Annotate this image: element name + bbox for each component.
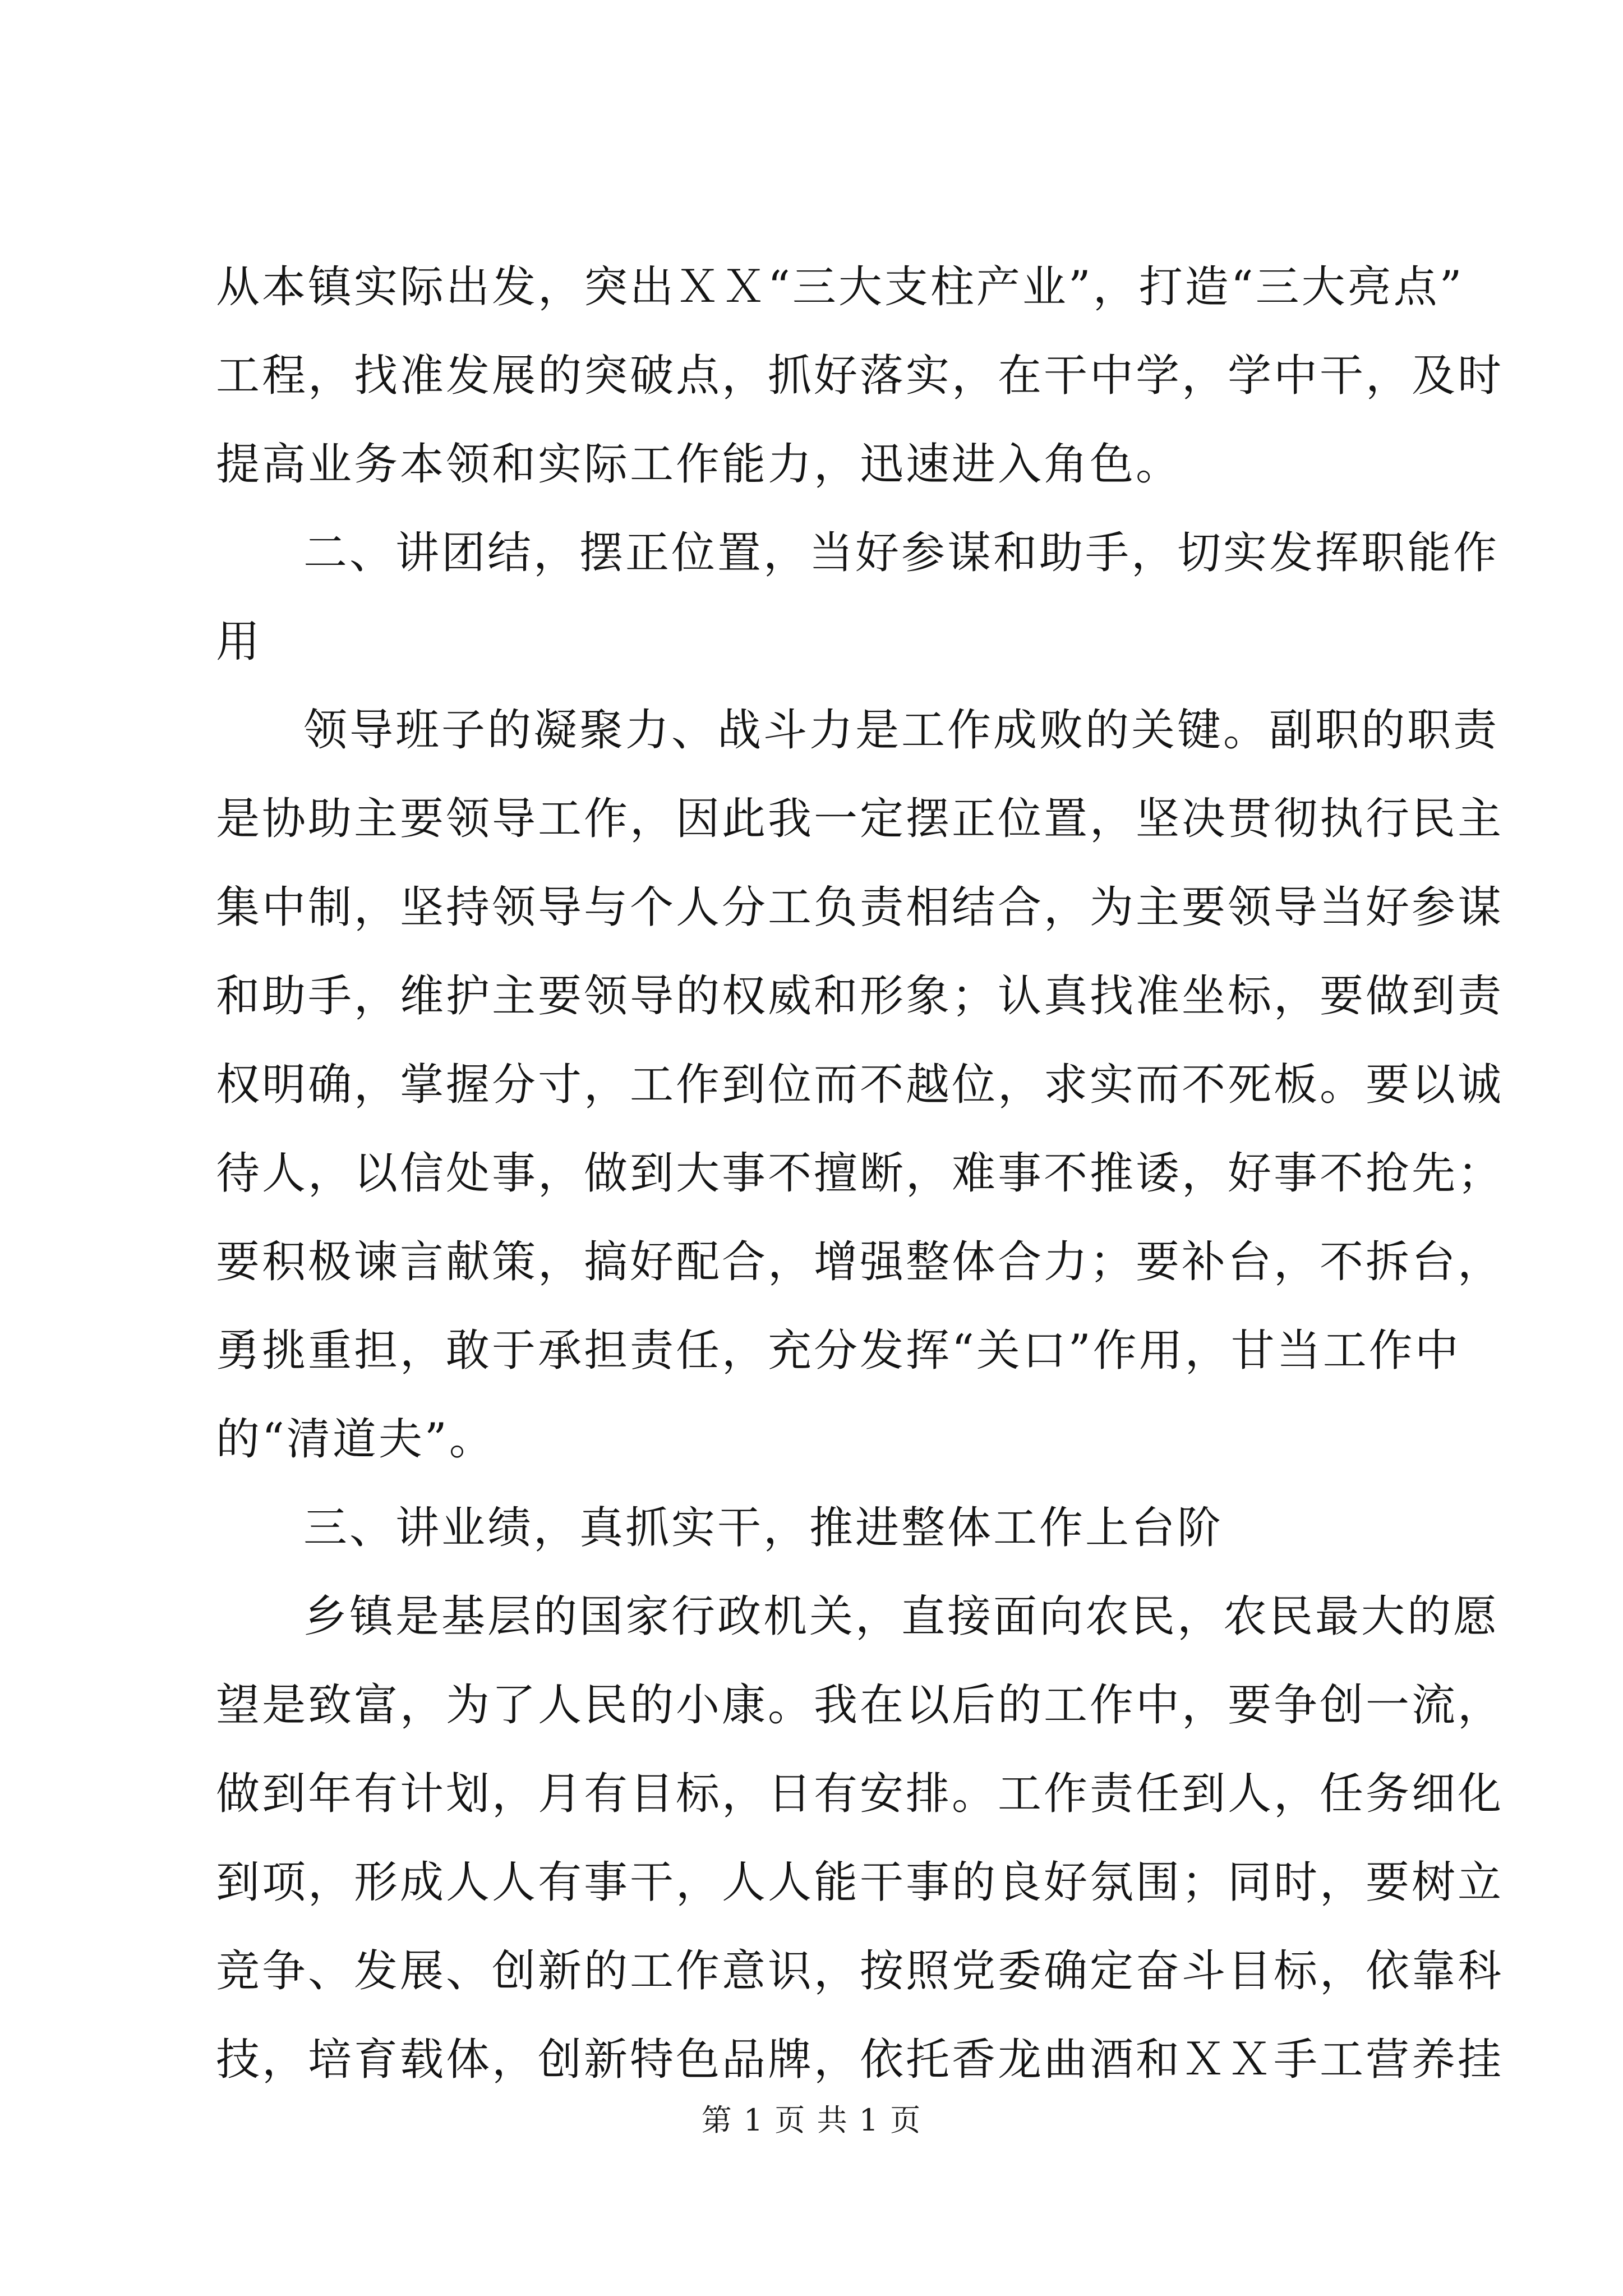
paragraph-start-line: 乡镇是基层的国家行政机关，直接面向农民，农民最大的愿 <box>303 1591 1500 1642</box>
text-line: 工程，找准发展的突破点，抓好落实，在干中学，学中干，及时 <box>216 351 1504 401</box>
text-line: 权明确，掌握分寸，工作到位而不越位，求实而不死板。要以诚 <box>216 1060 1504 1110</box>
section-heading-continued: 用 <box>216 616 262 667</box>
page-number-footer: 第 1 页 共 1 页 <box>701 2102 922 2138</box>
text-line: 望是致富，为了人民的小康。我在以后的工作中，要争创一流， <box>216 1680 1504 1731</box>
text-line: 提高业务本领和实际工作能力，迅速进入角色。 <box>216 439 1182 490</box>
section-heading: 三、讲业绩，真抓实干，推进整体工作上台阶 <box>303 1503 1224 1553</box>
text-line: 和助手，维护主要领导的权威和形象；认真找准坐标，要做到责 <box>216 971 1504 1022</box>
text-line: 集中制，坚持领导与个人分工负责相结合，为主要领导当好参谋 <box>216 882 1504 933</box>
text-line: 的“清道夫”。 <box>216 1414 495 1465</box>
section-heading: 二、讲团结，摆正位置，当好参谋和助手，切实发挥职能作 <box>303 528 1500 578</box>
text-line: 要积极谏言献策，搞好配合，增强整体合力；要补台，不拆台， <box>216 1237 1504 1287</box>
text-line: 从本镇实际出发，突出ＸＸ“三大支柱产业”，打造“三大亮点” <box>216 262 1464 312</box>
text-line: 勇挑重担，敢于承担责任，充分发挥“关口”作用，甘当工作中 <box>216 1326 1461 1376</box>
paragraph-start-line: 领导班子的凝聚力、战斗力是工作成败的关键。副职的职责 <box>303 705 1500 756</box>
text-line: 做到年有计划，月有目标，日有安排。工作责任到人，任务细化 <box>216 1769 1504 1819</box>
text-line: 技，培育载体，创新特色品牌，依托香龙曲酒和ＸＸ手工营养挂 <box>216 2035 1504 2085</box>
text-line: 待人，以信处事，做到大事不擅断，难事不推诿，好事不抢先； <box>216 1148 1504 1199</box>
text-line: 竞争、发展、创新的工作意识，按照党委确定奋斗目标，依靠科 <box>216 1946 1504 1996</box>
text-line: 到项，形成人人有事干，人人能干事的良好氛围；同时，要树立 <box>216 1857 1504 1908</box>
text-line: 是协助主要领导工作，因此我一定摆正位置，坚决贯彻执行民主 <box>216 794 1504 844</box>
